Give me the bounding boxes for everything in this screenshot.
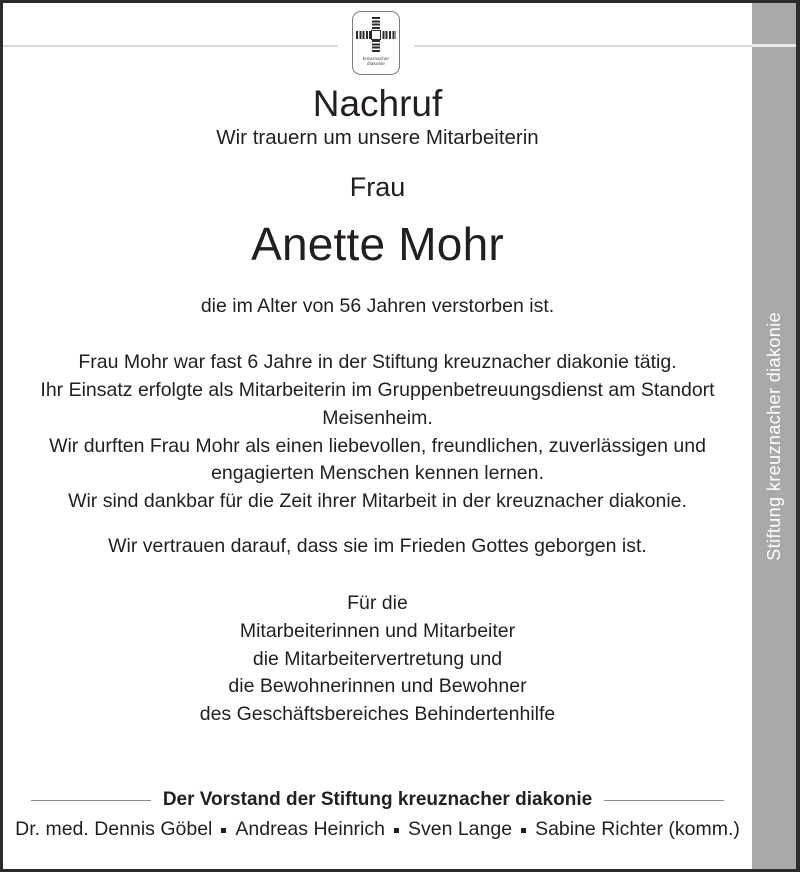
logo-wordmark-line1: kreuznacher <box>362 56 390 61</box>
dedication-line: Mitarbeiterinnen und Mitarbeiter <box>239 619 516 642</box>
dedication-line: Für die <box>347 592 408 615</box>
body-paragraphs <box>3 349 752 560</box>
cross-center-square <box>371 30 381 40</box>
kreuznacher-diakonie-logo <box>345 7 407 79</box>
body-line: Meisenheim. <box>322 406 433 429</box>
footer-rule-right <box>604 800 724 801</box>
separator-bullet-icon <box>521 828 526 833</box>
side-band-label-text: Stiftung kreuznacher diakonie <box>763 311 784 561</box>
logo-wordmark <box>363 56 389 67</box>
header-divider-left <box>3 45 338 47</box>
footer-heading: Der Vorstand der Stiftung kreuznacher diakonie <box>162 789 593 810</box>
body-line: Wir durften Frau Mohr als einen liebevollen, freundlichen, zuverlässigen und <box>49 434 706 457</box>
dedication-block <box>3 590 752 728</box>
body-line: Wir sind dankbar für die Zeit ihrer Mitarbeit in der kreuznacher diakonie. <box>68 489 687 512</box>
logo-frame <box>352 11 400 75</box>
separator-bullet-icon <box>394 828 399 833</box>
dedication-line: die Bewohnerinnen und Bewohner <box>228 675 527 698</box>
subtitle: Wir trauern um unsere Mitarbeiterin <box>216 126 539 150</box>
paragraph-spacer <box>3 516 752 533</box>
frame-border-right <box>796 0 800 872</box>
logo-wordmark-line2: diakonie <box>367 61 385 67</box>
body-line: Ihr Einsatz erfolgte als Mitarbeiterin im Gruppenbetreuungsdienst am Standort <box>40 379 715 402</box>
separator-bullet-icon <box>221 828 226 833</box>
notice-content <box>3 84 752 729</box>
board-member: Dr. med. Dennis Göbel <box>15 818 213 840</box>
age-line: die im Alter von 56 Jahren verstorben ist. <box>200 295 555 318</box>
board-member: Sabine Richter (komm.) <box>535 818 740 840</box>
body-line: Wir vertrauen darauf, dass sie im Frieden Gottes geborgen ist. <box>108 534 647 557</box>
header-divider-right <box>414 45 752 47</box>
cross-icon <box>356 17 396 53</box>
footer-heading-row <box>3 789 752 811</box>
deceased-name: Anette Mohr <box>251 217 504 270</box>
body-line: engagierten Menschen kennen lernen. <box>211 462 544 485</box>
dedication-line: die Mitarbeitervertretung und <box>252 647 503 670</box>
board-member: Andreas Heinrich <box>235 818 385 840</box>
dedication-line: des Geschäftsbereiches Behindertenhilfe <box>199 703 556 726</box>
salutation: Frau <box>349 171 406 202</box>
board-member: Sven Lange <box>407 818 513 840</box>
board-member-list <box>3 818 752 841</box>
frame-border-top <box>0 0 800 3</box>
body-line: Frau Mohr war fast 6 Jahre in der Stiftung kreuznacher diakonie tätig. <box>78 351 677 374</box>
page-title: Nachruf <box>312 83 443 124</box>
footer-rule-left <box>31 800 151 801</box>
side-band-label <box>752 3 796 869</box>
footer <box>3 789 752 841</box>
